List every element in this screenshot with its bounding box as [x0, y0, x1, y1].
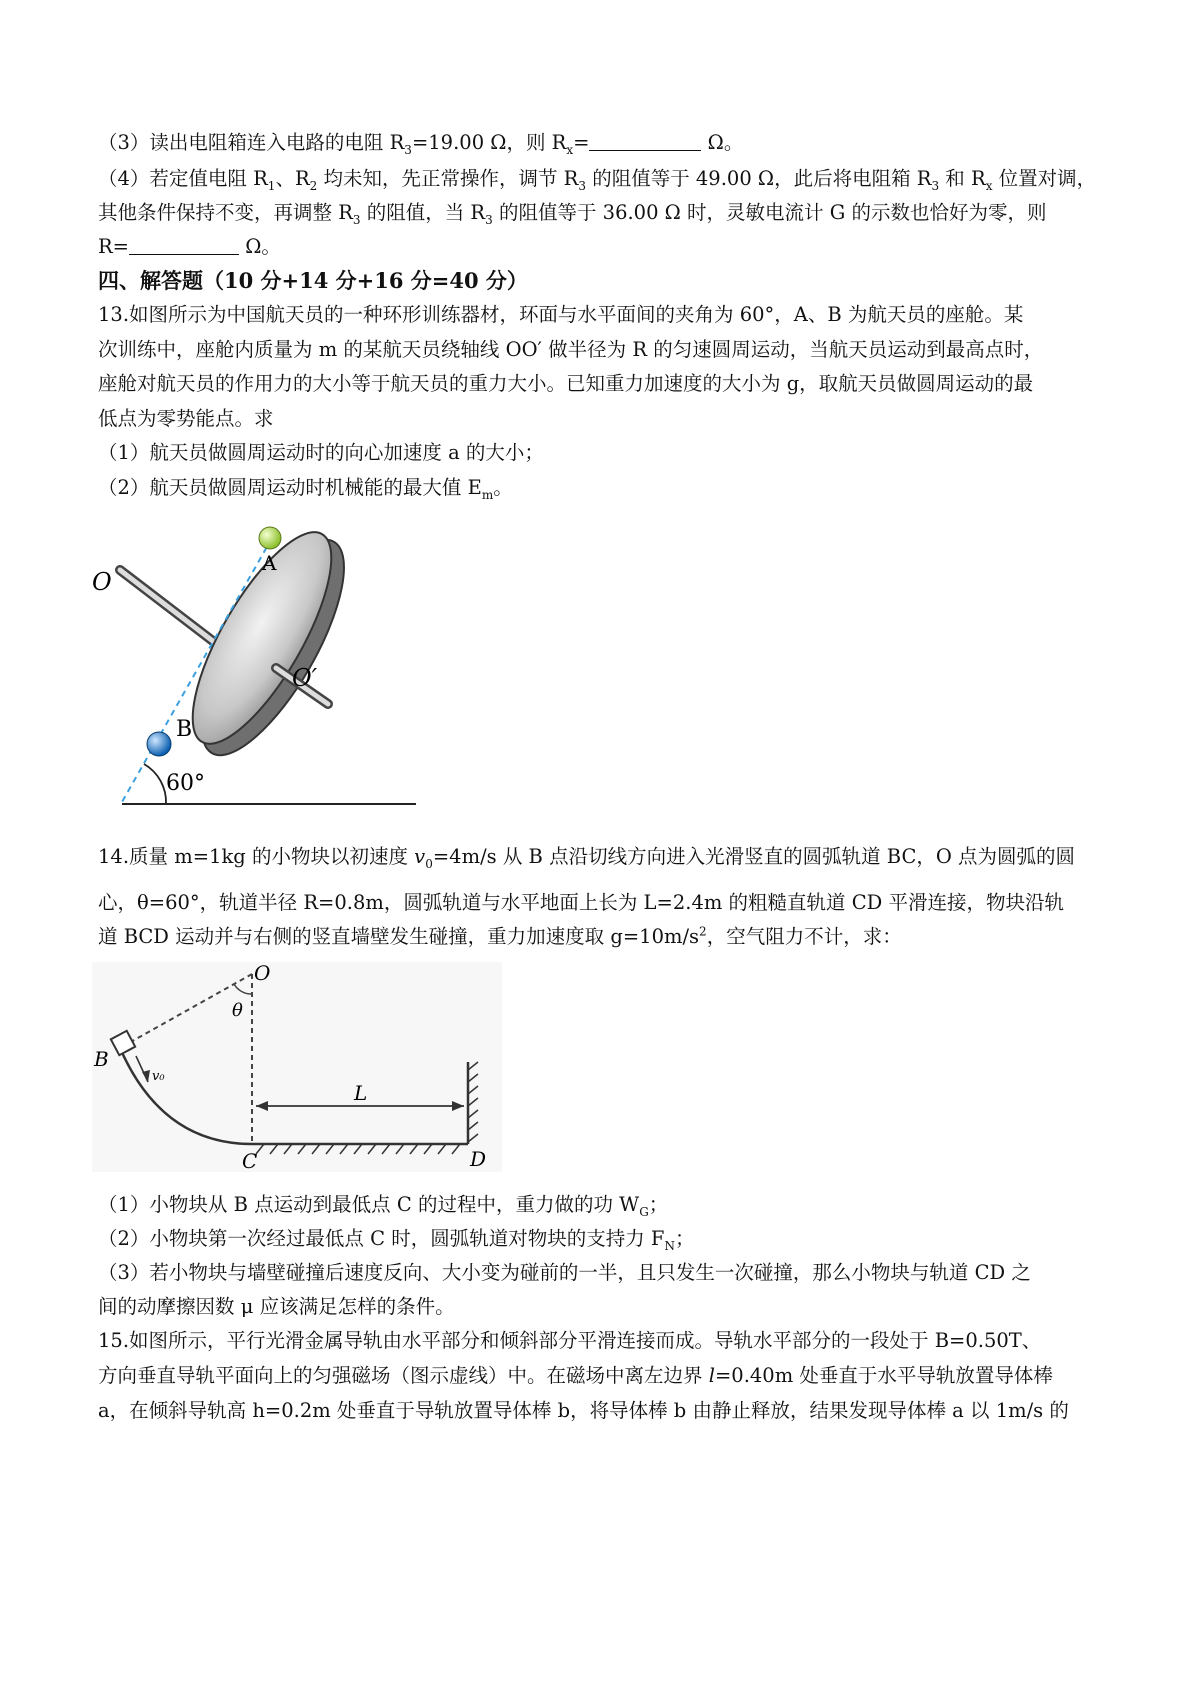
label-o: O	[254, 962, 271, 985]
q14-subquestion-2: （2）小物块第一次经过最低点 C 时，圆弧轨道对物块的支持力 $F_N$；	[98, 1227, 695, 1253]
q12-part4-line1: （4）若定值电阻 $R_1$、$R_2$ 均未知，先正常操作，调节 $R_3$ 的阻值等于 49.00 Ω，此后将电阻箱 $R_3$ 和 $R_x$ 位置对调，	[98, 167, 1097, 193]
label-a: A	[262, 551, 277, 575]
q13-subquestion-2: （2）航天员做圆周运动时机械能的最大值 $E_m$。	[98, 476, 513, 502]
q12-part4-line2: 其他条件保持不变，再调整 $R_3$ 的阻值，当 $R_3$ 的阻值等于 36.00 Ω 时，灵敏电流计 G 的示数也恰好为零，则	[98, 201, 1047, 227]
q15-line2: 方向垂直导轨平面向上的匀强磁场（图示虚线）中。在磁场中离左边界 l=0.40m 处垂直于水平导轨放置导体棒	[98, 1364, 1053, 1387]
arc-track-figure	[92, 962, 502, 1172]
q13-line1: 13.如图所示为中国航天员的一种环形训练器材，环面与水平面间的夹角为 60°，A、B 为航天员的座舱。某	[98, 303, 1024, 326]
answer-blank	[589, 130, 701, 151]
label-o: O	[92, 568, 112, 596]
seat-b-icon	[147, 732, 171, 756]
answer-blank	[129, 234, 239, 255]
label-d: D	[470, 1147, 487, 1171]
q12-part3: （3）读出电阻箱连入电路的电阻 $R_3=19.00$ Ω，则 $R_x= \Omega$。	[98, 131, 744, 157]
q13-line3: 座舱对航天员的作用力的大小等于航天员的重力大小。已知重力加速度的大小为 g，取航天员做圆周运动的最	[98, 372, 1034, 395]
section-heading: 四、解答题（10 分+14 分+16 分=40 分）	[98, 268, 528, 293]
q13-subquestion-1: （1）航天员做圆周运动时的向心加速度 a 的大小；	[98, 441, 544, 464]
q14-line1: 14.质量 m=1kg 的小物块以初速度 $v_0=4m/s$ 从 B 点沿切线方向进入光滑竖直的圆弧轨道 BC，O 点为圆弧的圆	[98, 845, 1076, 871]
q14-line3: 道 BCD 运动并与右侧的竖直墙壁发生碰撞，重力加速度取 $g=10m/s^2$，空气阻力不计，求：	[98, 924, 902, 948]
label-b: B	[176, 717, 193, 742]
q13-line2: 次训练中，座舱内质量为 m 的某航天员绕轴线 OO′ 做半径为 R 的匀速圆周运动，当航天员运动到最高点时，	[98, 338, 1044, 361]
q12-part4-line3: R= Ω。	[98, 235, 281, 258]
q14-subquestion-1: （1）小物块从 B 点运动到最低点 C 的过程中，重力做的功 $W_G$；	[98, 1193, 669, 1219]
ring-trainer-figure	[80, 520, 440, 820]
q14-subquestion-3-line2: 间的动摩擦因数 μ 应该满足怎样的条件。	[98, 1295, 455, 1318]
q15-line3: a，在倾斜导轨高 h=0.2m 处垂直于导轨放置导体棒 b，将导体棒 b 由静止释放，结果发现导体棒 a 以 1m/s 的	[98, 1399, 1069, 1422]
label-b: B	[94, 1047, 109, 1071]
label-l: L	[354, 1081, 368, 1105]
label-o-prime: O′	[292, 664, 318, 692]
angle-label: 60°	[166, 771, 205, 796]
label-v0: v₀	[152, 1069, 165, 1084]
label-theta: θ	[232, 1000, 243, 1021]
seat-a-icon	[259, 527, 281, 549]
label-c: C	[242, 1149, 258, 1172]
q14-subquestion-3-line1: （3）若小物块与墙壁碰撞后速度反向、大小变为碰前的一半，且只发生一次碰撞，那么小物块与轨道 CD 之	[98, 1261, 1031, 1284]
angle-arc	[144, 764, 166, 804]
q15-line1: 15.如图所示，平行光滑金属导轨由水平部分和倾斜部分平滑连接而成。导轨水平部分的一段处于 B=0.50T、	[98, 1329, 1042, 1352]
q13-line4: 低点为零势能点。求	[98, 407, 274, 430]
q14-line2: 心，θ=60°，轨道半径 R=0.8m，圆弧轨道与水平地面上长为 L=2.4m 的粗糙直轨道 CD 平滑连接，物块沿轨	[98, 891, 1065, 914]
